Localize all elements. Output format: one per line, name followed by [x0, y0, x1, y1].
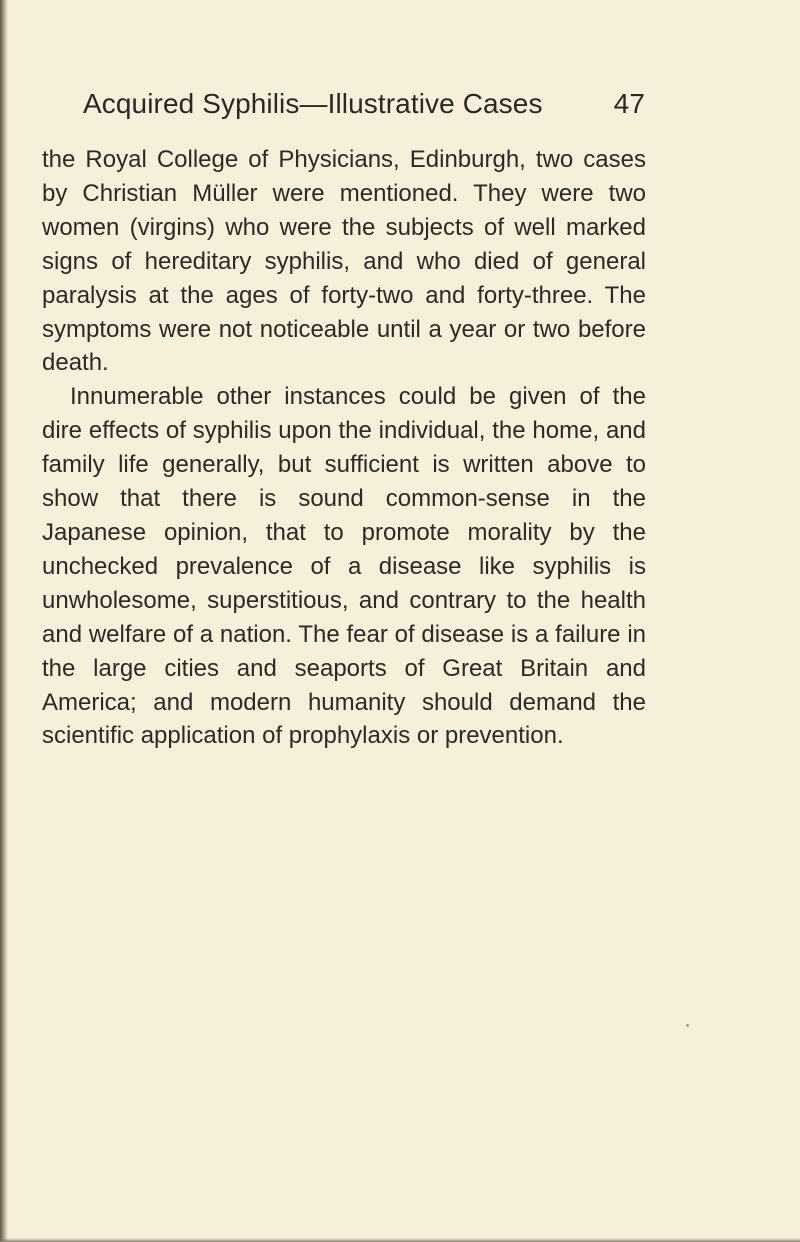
- body-text: [42, 143, 646, 753]
- running-head: [83, 88, 645, 128]
- paragraph-innumerable-instances: Innumerable other instances could be given of the dire effects of syphilis upon the individual, the home, and family life generally, but sufficient is written above to show that there is sound common-sense in the Japanese opinion, that to promote morality by the unchecked prevalence of a disease like syphilis is unwholesome, superstitious, and contrary to the health and welfare of a nation. The fear of disease is a failure in the large cities and seaports of Great Britain and America; and modern humanity should demand the scientific application of prophylaxis or prevention.: [42, 383, 646, 750]
- page-bottom-edge: [0, 1238, 800, 1242]
- binding-gutter-shadow: [0, 0, 8, 1242]
- paper-speck: [686, 1024, 689, 1027]
- running-head-title: Acquired Syphilis—Illustrative Cases: [83, 88, 543, 119]
- page-number: 47: [613, 88, 645, 119]
- paragraph-continuation: the Royal College of Physicians, Edinburgh, two cases by Christian Müller were mentioned. They were two women (virgins) who were the subjects of well marked signs of hereditary syphilis, and who died of general paralysis at the ages of forty-two and forty-three. The symptoms were not noticeable until a year or two before death.: [42, 146, 646, 377]
